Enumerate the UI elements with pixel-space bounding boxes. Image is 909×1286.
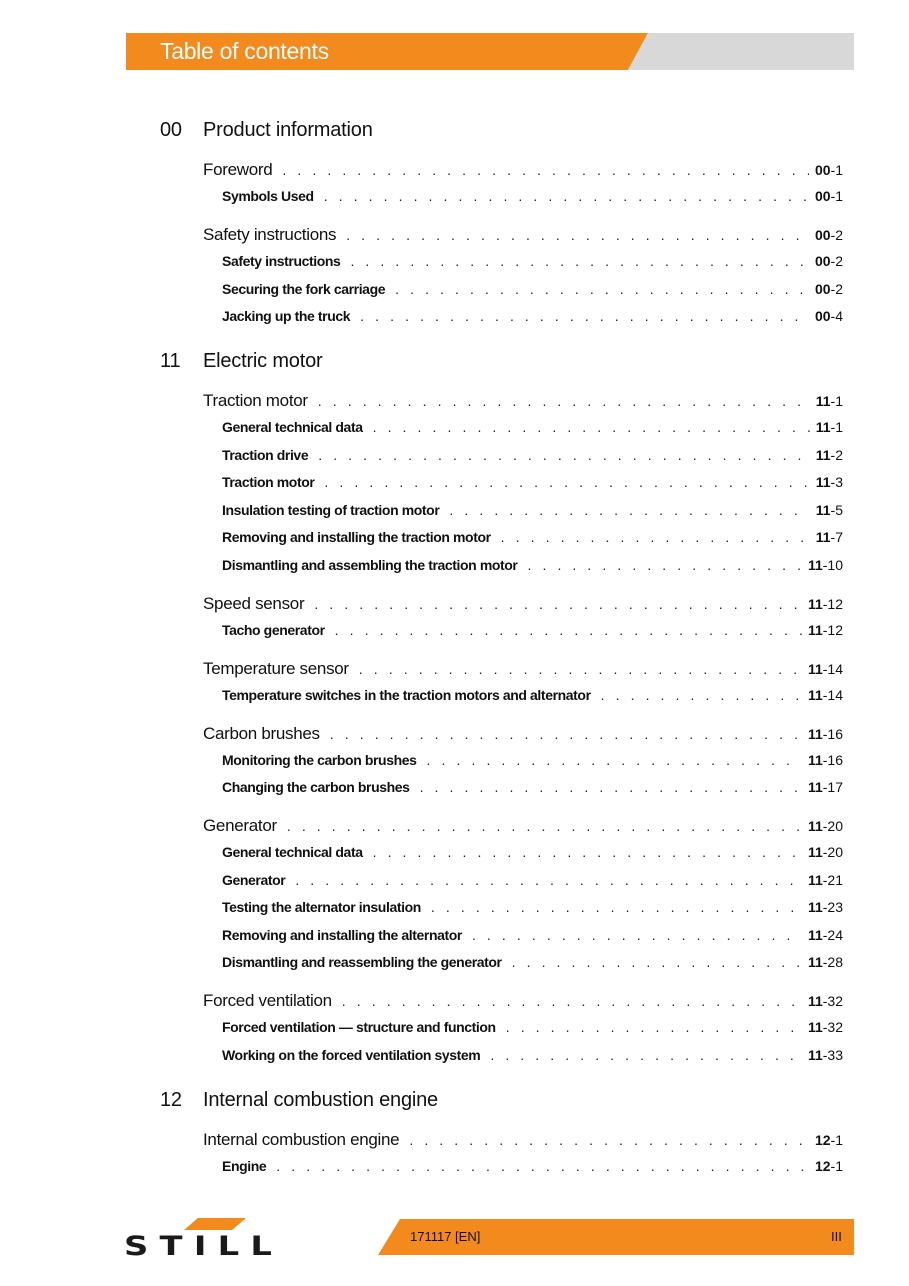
page-suffix: -3 [830, 474, 843, 490]
toc-subentry[interactable] [222, 281, 843, 297]
page-reference [808, 872, 843, 888]
page-reference [808, 1019, 843, 1035]
page-suffix: -2 [830, 446, 843, 463]
page-reference [816, 393, 843, 409]
toc-chapter-entry[interactable] [203, 1130, 843, 1150]
chapter-number: 11 [815, 446, 831, 463]
toc-chapter-entry-label: Internal combustion engine [203, 1129, 400, 1149]
page-reference [815, 253, 843, 269]
page-suffix: -1 [830, 1131, 843, 1148]
chapter-number: 11 [807, 844, 823, 860]
dot-leader [490, 1047, 802, 1063]
dot-leader [360, 308, 809, 324]
toc-subentry[interactable] [222, 1158, 843, 1174]
chapter-number: 11 [807, 818, 823, 834]
toc-subentry[interactable] [222, 1047, 843, 1063]
dot-leader [335, 622, 802, 638]
page-reference [808, 622, 843, 638]
page-reference [808, 726, 843, 742]
chapter-number: 11 [807, 556, 823, 573]
logo-accent-bar [184, 1218, 246, 1230]
page-reference [815, 1132, 843, 1148]
chapter-number: 11 [807, 725, 823, 742]
page-suffix: -2 [830, 280, 843, 297]
page-reference [815, 1158, 843, 1174]
toc-subentry[interactable] [222, 844, 843, 860]
page-suffix: -2 [830, 227, 843, 243]
dot-leader [342, 993, 802, 1009]
toc-subentry-label: Symbols Used [222, 188, 314, 204]
toc-subentry-label: General technical data [222, 419, 363, 435]
page-suffix: -16 [822, 725, 843, 742]
page-suffix: -5 [830, 501, 843, 518]
toc-chapter-entry[interactable] [203, 659, 843, 679]
section-title: Electric motor [203, 350, 323, 372]
chapter-number: 11 [807, 621, 823, 638]
dot-leader [318, 447, 810, 463]
page-suffix: -24 [822, 926, 843, 943]
toc-subentry-label: Engine [222, 1157, 267, 1174]
dot-leader [409, 1132, 809, 1148]
toc-chapter-entry[interactable] [203, 816, 843, 836]
chapter-number: 11 [815, 393, 831, 409]
page-suffix: -2 [830, 253, 843, 269]
chapter-number: 11 [815, 529, 831, 545]
page-reference [808, 993, 843, 1009]
dot-leader [420, 779, 802, 795]
toc-chapter-entry[interactable] [203, 225, 843, 245]
dot-leader [287, 818, 802, 834]
page-suffix: -1 [830, 188, 843, 204]
toc-subentry-label: Dismantling and assembling the traction motor [222, 556, 518, 573]
page-suffix: -1 [830, 393, 843, 409]
toc-subentry-label: Traction drive [222, 446, 309, 463]
page-reference [808, 818, 843, 834]
page-reference [816, 447, 843, 463]
chapter-number: 11 [807, 871, 823, 888]
toc-subentry-label: Working on the forced ventilation system [222, 1046, 481, 1063]
chapter-number: 11 [807, 993, 823, 1009]
page-header [126, 33, 854, 70]
section-title: Internal combustion engine [203, 1088, 438, 1111]
chapter-number: 11 [807, 686, 823, 703]
dot-leader [506, 1019, 802, 1035]
toc-chapter-entry-label: Foreword [203, 160, 273, 179]
chapter-number: 11 [807, 1019, 823, 1035]
toc-subentry-label: Changing the carbon brushes [222, 779, 410, 795]
page-suffix: -10 [822, 556, 843, 573]
page-reference [815, 281, 843, 297]
toc-subentry-label: Tacho generator [222, 621, 325, 638]
page-reference [808, 779, 843, 795]
section-number: 12 [160, 1088, 182, 1111]
toc-subentry-label: Dismantling and reassembling the generator [222, 954, 502, 970]
chapter-number: 11 [807, 595, 823, 612]
page-suffix: -1 [830, 419, 843, 435]
toc-chapter-entry[interactable] [203, 160, 843, 180]
page-reference [815, 188, 843, 204]
page-reference [816, 502, 843, 518]
toc-subentry[interactable] [222, 927, 843, 943]
dot-leader [314, 596, 802, 612]
page-suffix: -28 [822, 954, 843, 970]
dot-leader [427, 752, 802, 768]
page-suffix: -21 [822, 871, 843, 888]
page-reference [816, 529, 843, 545]
page-suffix: -12 [822, 595, 843, 612]
chapter-number: 00 [814, 253, 831, 269]
page-suffix: -16 [822, 751, 843, 768]
toc-subentry-label: Insulation testing of traction motor [222, 501, 440, 518]
page-reference [808, 661, 843, 677]
section-heading [160, 1089, 438, 1112]
page-suffix: -23 [822, 899, 843, 915]
page-suffix: -12 [822, 621, 843, 638]
chapter-number: 11 [807, 899, 823, 915]
chapter-number: 11 [807, 751, 823, 768]
chapter-number: 11 [807, 954, 823, 970]
page-suffix: -4 [830, 308, 843, 324]
page-reference [808, 596, 843, 612]
dot-leader [330, 726, 802, 742]
dot-leader [512, 954, 802, 970]
page-number: III [831, 1229, 842, 1244]
toc-subentry[interactable] [222, 954, 843, 970]
dot-leader [318, 393, 810, 409]
toc-chapter-entry[interactable] [203, 724, 843, 744]
toc-subentry-label: Traction motor [222, 474, 315, 490]
toc-subentry[interactable] [222, 529, 843, 545]
section-number: 11 [160, 350, 181, 372]
page-reference [815, 308, 843, 324]
toc-subentry-label: Jacking up the truck [222, 308, 351, 324]
page-suffix: -20 [822, 844, 843, 860]
toc-subentry[interactable] [222, 502, 843, 518]
toc-chapter-entry-label: Traction motor [203, 391, 308, 410]
toc-subentry[interactable] [222, 779, 843, 795]
page-suffix: -1 [830, 1157, 843, 1174]
toc-chapter-entry[interactable] [203, 594, 843, 614]
chapter-number: 12 [814, 1157, 831, 1174]
toc-subentry[interactable] [222, 447, 843, 463]
dot-leader [373, 844, 802, 860]
section-title: Product information [203, 119, 373, 141]
chapter-number: 11 [815, 501, 831, 518]
section-heading [160, 119, 373, 142]
dot-leader [282, 162, 809, 178]
logo-wordmark: STILL [124, 1231, 284, 1262]
toc-subentry-label: Removing and installing the traction motor [222, 529, 491, 545]
toc-chapter-entry[interactable] [203, 991, 843, 1011]
toc-chapter-entry-label: Generator [203, 816, 277, 835]
toc-subentry[interactable] [222, 687, 843, 703]
chapter-number: 11 [807, 926, 823, 943]
page-reference [808, 1047, 843, 1063]
dot-leader [276, 1158, 809, 1174]
still-logo [124, 1218, 284, 1262]
page-reference [816, 474, 843, 490]
toc-subentry-label: Removing and installing the alternator [222, 926, 462, 943]
dot-leader [395, 281, 809, 297]
chapter-number: 11 [807, 779, 823, 795]
dot-leader [601, 687, 802, 703]
toc-chapter-entry-label: Speed sensor [203, 593, 305, 613]
dot-leader [359, 661, 802, 677]
chapter-number: 11 [815, 474, 831, 490]
chapter-number: 00 [814, 280, 831, 297]
chapter-number: 00 [814, 227, 831, 243]
dot-leader [527, 557, 801, 573]
toc-subentry-label: Safety instructions [222, 253, 341, 269]
dot-leader [350, 253, 809, 269]
page-reference [808, 687, 843, 703]
section-number: 00 [160, 119, 182, 141]
page-suffix: -20 [822, 818, 843, 834]
dot-leader [472, 927, 802, 943]
page-reference [816, 419, 843, 435]
toc-subentry[interactable] [222, 474, 843, 490]
dot-leader [373, 419, 810, 435]
page-title: Table of contents [160, 38, 329, 64]
page-suffix: -32 [822, 993, 843, 1009]
document-code: 171117 [EN] [410, 1229, 481, 1244]
toc-subentry-label: Forced ventilation — structure and function [222, 1019, 496, 1035]
dot-leader [501, 529, 810, 545]
page-suffix: -1 [830, 162, 843, 178]
dot-leader [449, 502, 809, 518]
page-reference [808, 844, 843, 860]
toc-subentry[interactable] [222, 899, 843, 915]
chapter-number: 12 [814, 1131, 831, 1148]
page-suffix: -7 [830, 529, 843, 545]
section-heading [160, 350, 322, 373]
toc-chapter-entry-label: Safety instructions [203, 225, 337, 244]
toc-subentry-label: Securing the fork carriage [222, 280, 386, 297]
page-reference [815, 227, 843, 243]
toc-subentry[interactable] [222, 188, 843, 204]
page-reference [808, 752, 843, 768]
toc-subentry[interactable] [222, 1019, 843, 1035]
toc-subentry[interactable] [222, 419, 843, 435]
page-suffix: -17 [822, 779, 843, 795]
dot-leader [431, 899, 802, 915]
page-suffix: -14 [822, 686, 843, 703]
toc-subentry[interactable] [222, 752, 843, 768]
dot-leader [346, 227, 809, 243]
chapter-number: 11 [807, 660, 823, 677]
chapter-number: 11 [815, 419, 831, 435]
toc-chapter-entry-label: Temperature sensor [203, 658, 349, 678]
toc-subentry[interactable] [222, 557, 843, 573]
toc-chapter-entry[interactable] [203, 391, 843, 411]
dot-leader [324, 474, 809, 490]
toc-subentry[interactable] [222, 253, 843, 269]
toc-subentry-label: Monitoring the carbon brushes [222, 751, 417, 768]
toc-chapter-entry-label: Forced ventilation [203, 991, 332, 1010]
toc-subentry-label: Temperature switches in the traction motors and alternator [222, 686, 591, 703]
toc-subentry[interactable] [222, 872, 843, 888]
toc-subentry[interactable] [222, 622, 843, 638]
page-suffix: -14 [822, 660, 843, 677]
toc-chapter-entry-label: Carbon brushes [203, 723, 320, 743]
toc-subentry-label: General technical data [222, 844, 363, 860]
toc-subentry[interactable] [222, 308, 843, 324]
page-suffix: -33 [822, 1046, 843, 1063]
chapter-number: 00 [814, 162, 831, 178]
page-suffix: -32 [822, 1019, 843, 1035]
toc-subentry-label: Testing the alternator insulation [222, 899, 421, 915]
dot-leader [295, 872, 802, 888]
chapter-number: 11 [807, 1046, 823, 1063]
page-reference [808, 557, 843, 573]
chapter-number: 00 [814, 188, 831, 204]
page-reference [815, 162, 843, 178]
page-reference [808, 954, 843, 970]
toc-subentry-label: Generator [222, 871, 286, 888]
page-reference [808, 927, 843, 943]
page-reference [808, 899, 843, 915]
dot-leader [324, 188, 809, 204]
chapter-number: 00 [814, 308, 831, 324]
